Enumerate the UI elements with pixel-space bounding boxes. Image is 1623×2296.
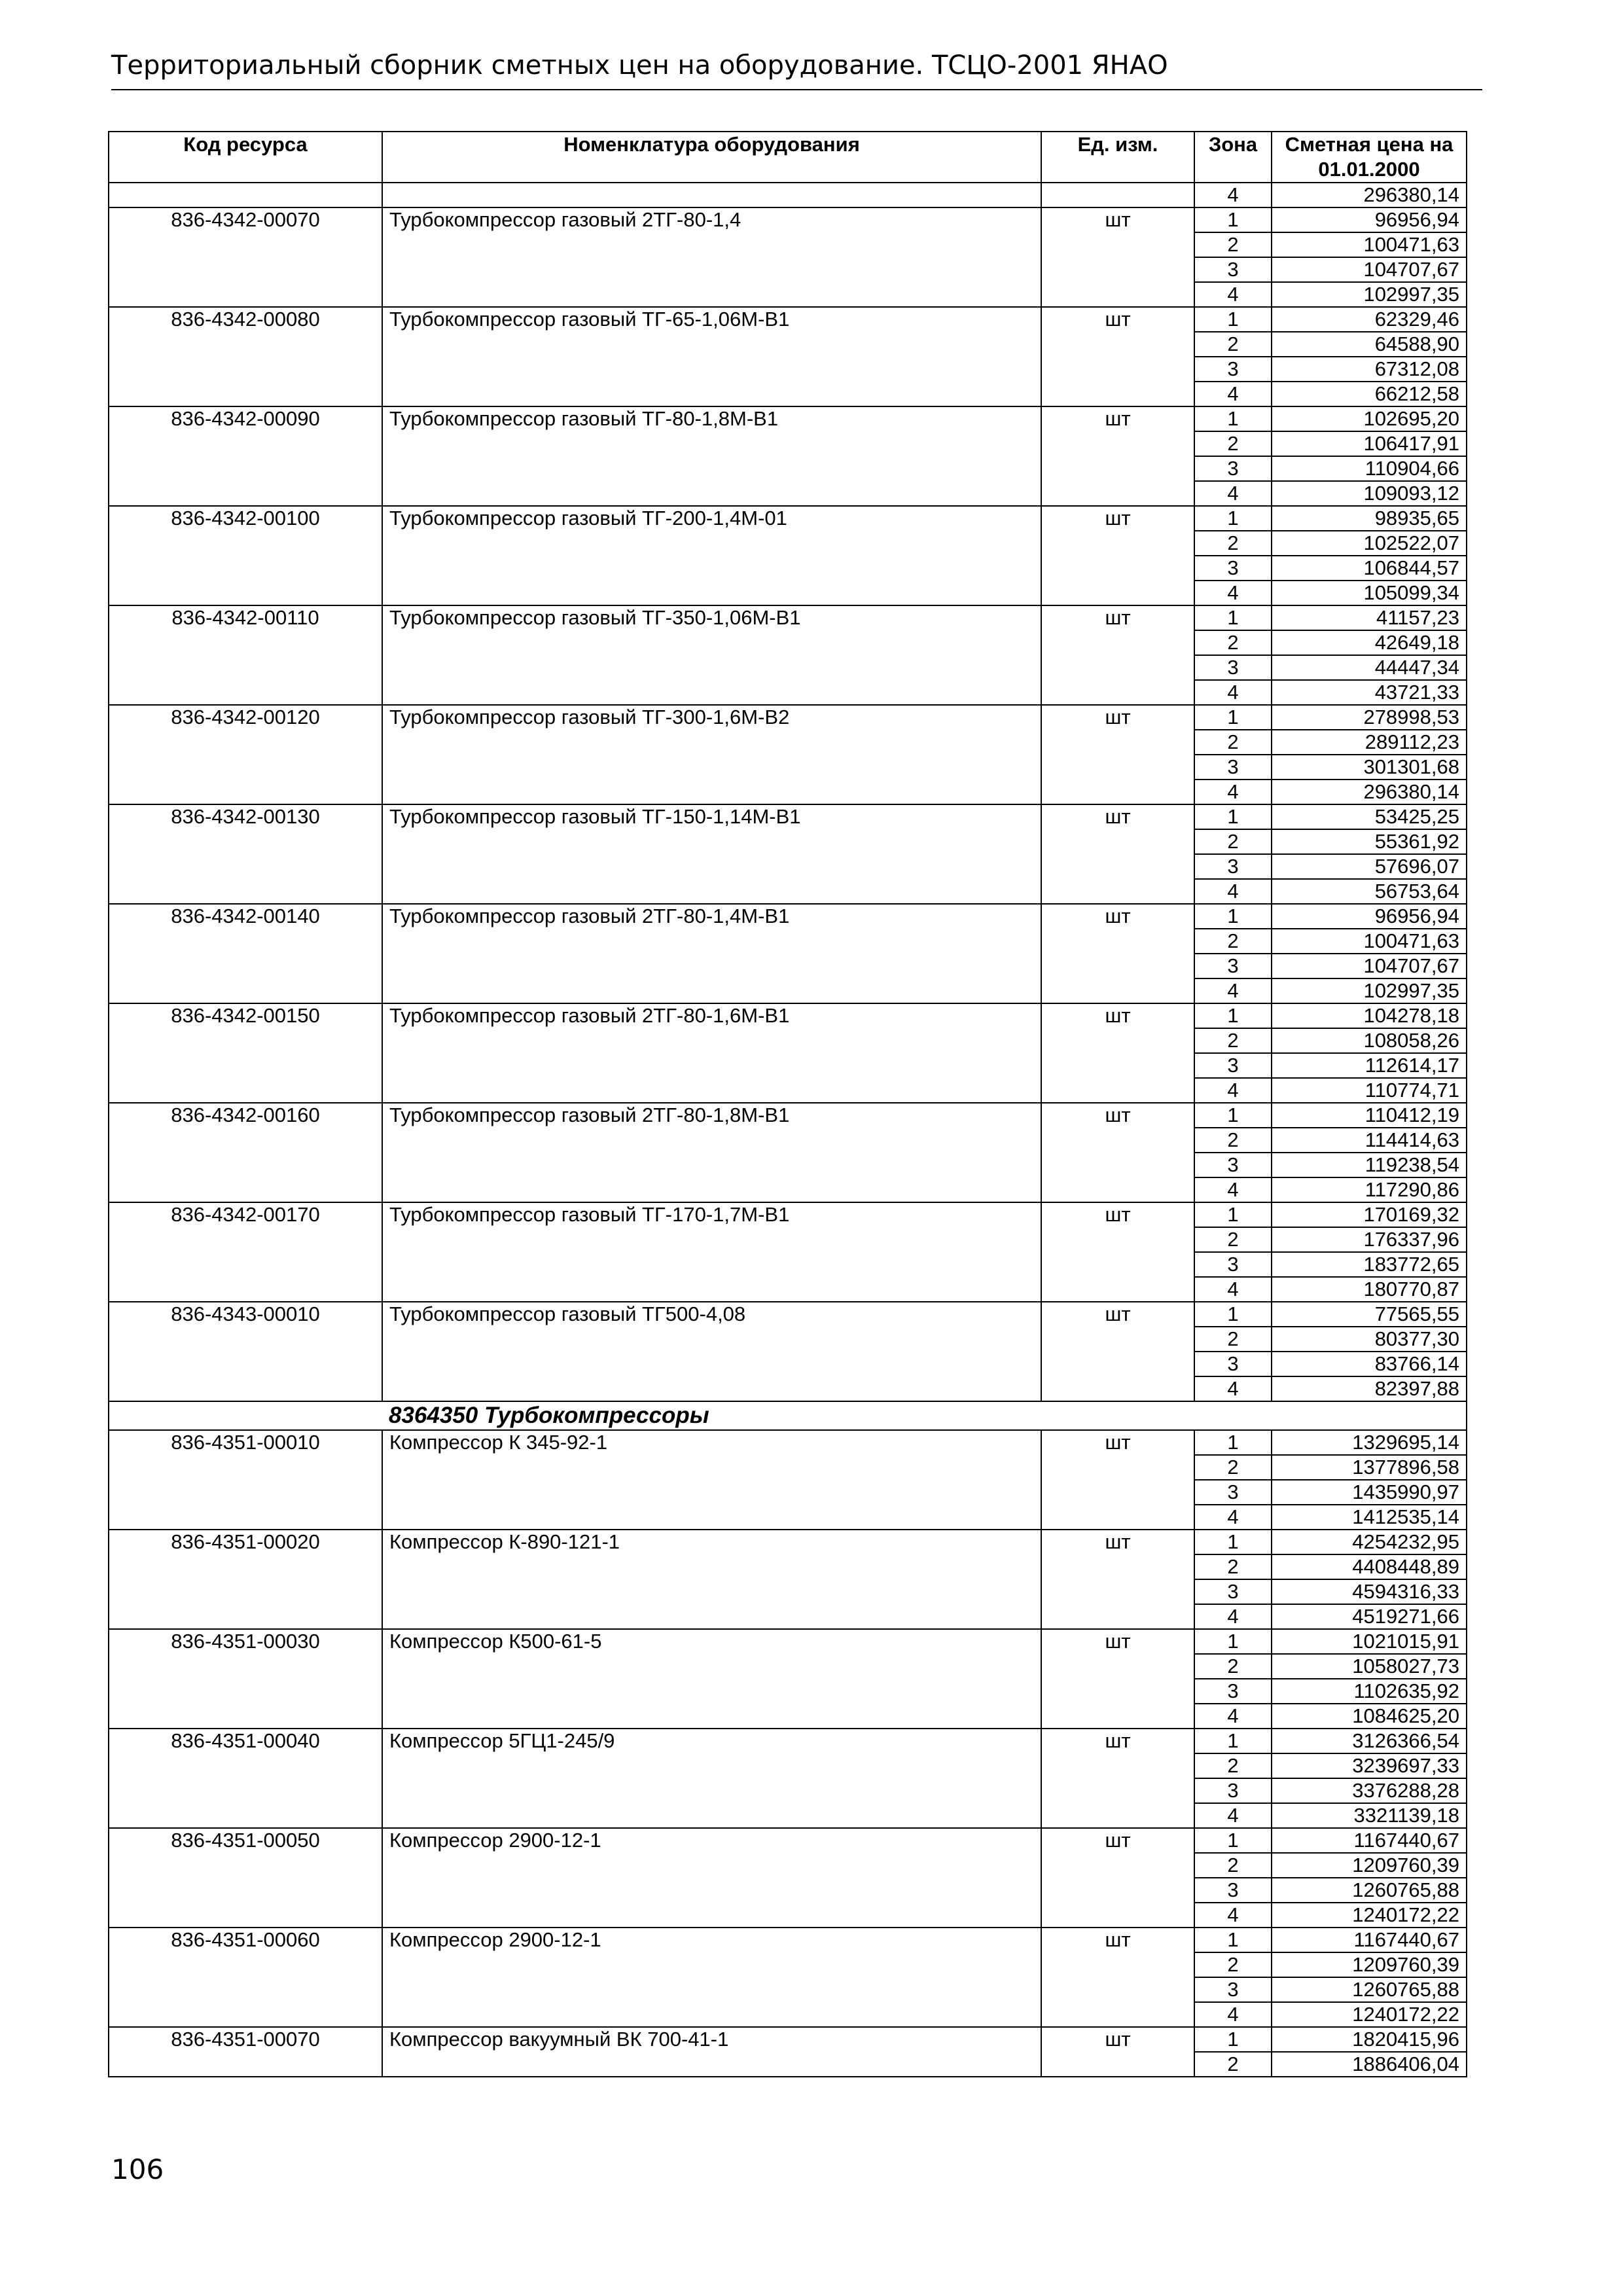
price-cell: 64588,90 xyxy=(1272,332,1467,357)
zone-cell: 2 xyxy=(1194,531,1272,556)
price-cell: 114414,63 xyxy=(1272,1128,1467,1153)
zone-cell: 2 xyxy=(1194,730,1272,755)
table-row xyxy=(109,183,1467,207)
price-cell: 4519271,66 xyxy=(1272,1604,1467,1629)
price-cell: 102695,20 xyxy=(1272,406,1467,431)
table-row xyxy=(109,307,1467,332)
price-cell: 1412535,14 xyxy=(1272,1505,1467,1530)
zone-cell: 2 xyxy=(1194,1455,1272,1480)
zone-cell: 1 xyxy=(1194,605,1272,630)
zone-cell: 1 xyxy=(1194,705,1272,730)
equipment-name xyxy=(382,183,1041,207)
price-cell: 1167440,67 xyxy=(1272,1828,1467,1853)
zone-cell: 2 xyxy=(1194,431,1272,456)
resource-code: 836-4351-00010 xyxy=(109,1430,382,1530)
equipment-name: Компрессор К 345-92-1 xyxy=(382,1430,1041,1530)
price-cell: 170169,32 xyxy=(1272,1202,1467,1227)
zone-cell: 3 xyxy=(1194,954,1272,978)
resource-code: 836-4342-00110 xyxy=(109,605,382,705)
table-header xyxy=(109,132,1467,183)
price-cell: 77565,55 xyxy=(1272,1302,1467,1327)
zone-cell: 3 xyxy=(1194,1977,1272,2002)
table-row xyxy=(109,406,1467,431)
price-cell: 278998,53 xyxy=(1272,705,1467,730)
price-cell: 176337,96 xyxy=(1272,1227,1467,1252)
equipment-name: Турбокомпрессор газовый ТГ-170-1,7М-В1 xyxy=(382,1202,1041,1302)
zone-cell: 2 xyxy=(1194,1227,1272,1252)
zone-cell: 2 xyxy=(1194,332,1272,357)
unit-of-measure: шт xyxy=(1041,307,1194,406)
unit-of-measure: шт xyxy=(1041,1103,1194,1202)
page-header xyxy=(111,47,1482,90)
equipment-name: Компрессор 2900-12-1 xyxy=(382,1928,1041,2027)
zone-cell: 3 xyxy=(1194,1579,1272,1604)
unit-of-measure: шт xyxy=(1041,605,1194,705)
zone-cell: 3 xyxy=(1194,1480,1272,1505)
zone-cell: 3 xyxy=(1194,357,1272,382)
table-row xyxy=(109,1828,1467,1853)
unit-of-measure: шт xyxy=(1041,1302,1194,1401)
price-cell: 1102635,92 xyxy=(1272,1679,1467,1704)
zone-cell: 2 xyxy=(1194,1128,1272,1153)
equipment-name: Турбокомпрессор газовый 2ТГ-80-1,6М-В1 xyxy=(382,1003,1041,1103)
zone-cell: 2 xyxy=(1194,1327,1272,1352)
zone-cell: 4 xyxy=(1194,1277,1272,1302)
price-cell: 56753,64 xyxy=(1272,879,1467,904)
zone-cell: 1 xyxy=(1194,307,1272,332)
table-row xyxy=(109,1003,1467,1028)
resource-code: 836-4351-00020 xyxy=(109,1530,382,1629)
price-cell: 105099,34 xyxy=(1272,581,1467,605)
price-cell: 53425,25 xyxy=(1272,804,1467,829)
resource-code: 836-4342-00160 xyxy=(109,1103,382,1202)
zone-cell: 2 xyxy=(1194,232,1272,257)
price-cell: 110412,19 xyxy=(1272,1103,1467,1128)
zone-cell: 4 xyxy=(1194,282,1272,307)
price-cell: 104707,67 xyxy=(1272,257,1467,282)
section-spacer xyxy=(109,1401,382,1430)
zone-cell: 4 xyxy=(1194,680,1272,705)
unit-of-measure: шт xyxy=(1041,1202,1194,1302)
zone-cell: 4 xyxy=(1194,978,1272,1003)
table-row xyxy=(109,1202,1467,1227)
price-cell: 110774,71 xyxy=(1272,1078,1467,1103)
table-row xyxy=(109,1629,1467,1654)
table-row xyxy=(109,1302,1467,1327)
unit-of-measure: шт xyxy=(1041,1003,1194,1103)
resource-code: 836-4342-00170 xyxy=(109,1202,382,1302)
zone-cell: 4 xyxy=(1194,1505,1272,1530)
equipment-name: Компрессор К500-61-5 xyxy=(382,1629,1041,1729)
unit-of-measure: шт xyxy=(1041,804,1194,904)
resource-code: 836-4351-00040 xyxy=(109,1729,382,1828)
price-cell: 100471,63 xyxy=(1272,929,1467,954)
price-cell: 3321139,18 xyxy=(1272,1803,1467,1828)
unit-of-measure: шт xyxy=(1041,705,1194,804)
price-cell: 1240172,22 xyxy=(1272,1903,1467,1928)
price-cell: 109093,12 xyxy=(1272,481,1467,506)
zone-cell: 4 xyxy=(1194,1376,1272,1401)
price-cell: 108058,26 xyxy=(1272,1028,1467,1053)
table-row xyxy=(109,1530,1467,1554)
price-cell: 301301,68 xyxy=(1272,755,1467,780)
zone-cell: 1 xyxy=(1194,904,1272,929)
price-cell: 100471,63 xyxy=(1272,232,1467,257)
zone-cell: 1 xyxy=(1194,1828,1272,1853)
zone-cell: 3 xyxy=(1194,1053,1272,1078)
zone-cell: 1 xyxy=(1194,804,1272,829)
table-row xyxy=(109,1928,1467,1952)
equipment-name: Компрессор 5ГЦ1-245/9 xyxy=(382,1729,1041,1828)
price-cell: 1820415,96 xyxy=(1272,2027,1467,2052)
unit-of-measure: шт xyxy=(1041,506,1194,605)
equipment-name: Компрессор вакуумный ВК 700-41-1 xyxy=(382,2027,1041,2077)
zone-cell: 4 xyxy=(1194,780,1272,804)
price-cell: 4254232,95 xyxy=(1272,1530,1467,1554)
zone-cell: 1 xyxy=(1194,1430,1272,1455)
zone-cell: 1 xyxy=(1194,1003,1272,1028)
zone-cell: 4 xyxy=(1194,1177,1272,1202)
unit-of-measure: шт xyxy=(1041,207,1194,307)
price-cell: 42649,18 xyxy=(1272,630,1467,655)
equipment-name: Турбокомпрессор газовый ТГ500-4,08 xyxy=(382,1302,1041,1401)
price-cell: 106417,91 xyxy=(1272,431,1467,456)
price-cell: 1209760,39 xyxy=(1272,1853,1467,1878)
resource-code: 836-4342-00120 xyxy=(109,705,382,804)
zone-cell: 1 xyxy=(1194,1928,1272,1952)
page-number: 106 xyxy=(111,2153,164,2185)
zone-cell: 4 xyxy=(1194,382,1272,406)
zone-cell: 1 xyxy=(1194,1629,1272,1654)
price-cell: 4594316,33 xyxy=(1272,1579,1467,1604)
column-header-zone: Зона xyxy=(1194,132,1272,183)
zone-cell: 4 xyxy=(1194,481,1272,506)
zone-cell: 2 xyxy=(1194,1028,1272,1053)
zone-cell: 1 xyxy=(1194,506,1272,531)
price-cell: 3126366,54 xyxy=(1272,1729,1467,1753)
price-cell: 102997,35 xyxy=(1272,282,1467,307)
price-cell: 117290,86 xyxy=(1272,1177,1467,1202)
price-cell: 55361,92 xyxy=(1272,829,1467,854)
equipment-name: Турбокомпрессор газовый 2ТГ-80-1,4 xyxy=(382,207,1041,307)
zone-cell: 3 xyxy=(1194,755,1272,780)
zone-cell: 3 xyxy=(1194,1252,1272,1277)
price-cell: 43721,33 xyxy=(1272,680,1467,705)
table-row xyxy=(109,1430,1467,1455)
zone-cell: 2 xyxy=(1194,1853,1272,1878)
table-row xyxy=(109,705,1467,730)
zone-cell: 4 xyxy=(1194,1903,1272,1928)
zone-cell: 2 xyxy=(1194,1753,1272,1778)
price-cell: 41157,23 xyxy=(1272,605,1467,630)
zone-cell: 1 xyxy=(1194,1202,1272,1227)
document-title: Территориальный сборник сметных цен на оборудование. ТСЦО-2001 ЯНАО xyxy=(111,50,1168,81)
equipment-name: Турбокомпрессор газовый 2ТГ-80-1,8М-В1 xyxy=(382,1103,1041,1202)
table-row xyxy=(109,1103,1467,1128)
equipment-name: Турбокомпрессор газовый 2ТГ-80-1,4М-В1 xyxy=(382,904,1041,1003)
price-cell: 1021015,91 xyxy=(1272,1629,1467,1654)
unit-of-measure xyxy=(1041,183,1194,207)
price-cell: 180770,87 xyxy=(1272,1277,1467,1302)
resource-code: 836-4351-00050 xyxy=(109,1828,382,1928)
zone-cell: 1 xyxy=(1194,1103,1272,1128)
price-cell: 296380,14 xyxy=(1272,780,1467,804)
price-cell: 112614,17 xyxy=(1272,1053,1467,1078)
price-cell: 1058027,73 xyxy=(1272,1654,1467,1679)
resource-code: 836-4342-00090 xyxy=(109,406,382,506)
resource-code xyxy=(109,183,382,207)
resource-code: 836-4342-00150 xyxy=(109,1003,382,1103)
resource-code: 836-4351-00030 xyxy=(109,1629,382,1729)
price-cell: 96956,94 xyxy=(1272,207,1467,232)
zone-cell: 3 xyxy=(1194,1778,1272,1803)
zone-cell: 1 xyxy=(1194,1729,1272,1753)
price-cell: 104707,67 xyxy=(1272,954,1467,978)
zone-cell: 4 xyxy=(1194,581,1272,605)
zone-cell: 3 xyxy=(1194,257,1272,282)
column-header-price: Сметная цена на 01.01.2000 xyxy=(1272,132,1467,183)
price-cell: 1260765,88 xyxy=(1272,1977,1467,2002)
table-row xyxy=(109,207,1467,232)
column-header-code: Код ресурса xyxy=(109,132,382,183)
price-cell: 3376288,28 xyxy=(1272,1778,1467,1803)
section-title: 8364350 Турбокомпрессоры xyxy=(382,1401,1467,1430)
equipment-name: Турбокомпрессор газовый ТГ-80-1,8М-В1 xyxy=(382,406,1041,506)
price-cell: 1209760,39 xyxy=(1272,1952,1467,1977)
zone-cell: 4 xyxy=(1194,2002,1272,2027)
unit-of-measure: шт xyxy=(1041,1530,1194,1629)
zone-cell: 1 xyxy=(1194,1302,1272,1327)
price-cell: 1377896,58 xyxy=(1272,1455,1467,1480)
unit-of-measure: шт xyxy=(1041,1928,1194,2027)
zone-cell: 3 xyxy=(1194,1153,1272,1177)
price-cell: 44447,34 xyxy=(1272,655,1467,680)
section-row xyxy=(109,1401,1467,1430)
zone-cell: 4 xyxy=(1194,1078,1272,1103)
resource-code: 836-4343-00010 xyxy=(109,1302,382,1401)
zone-cell: 1 xyxy=(1194,1530,1272,1554)
table-row xyxy=(109,1729,1467,1753)
zone-cell: 4 xyxy=(1194,1803,1272,1828)
zone-cell: 3 xyxy=(1194,1352,1272,1376)
price-cell: 106844,57 xyxy=(1272,556,1467,581)
price-cell: 1329695,14 xyxy=(1272,1430,1467,1455)
equipment-name: Компрессор 2900-12-1 xyxy=(382,1828,1041,1928)
price-cell: 110904,66 xyxy=(1272,456,1467,481)
zone-cell: 1 xyxy=(1194,406,1272,431)
price-cell: 57696,07 xyxy=(1272,854,1467,879)
price-cell: 66212,58 xyxy=(1272,382,1467,406)
price-cell: 289112,23 xyxy=(1272,730,1467,755)
resource-code: 836-4351-00070 xyxy=(109,2027,382,2077)
zone-cell: 3 xyxy=(1194,556,1272,581)
price-cell: 119238,54 xyxy=(1272,1153,1467,1177)
zone-cell: 4 xyxy=(1194,1604,1272,1629)
equipment-name: Турбокомпрессор газовый ТГ-150-1,14М-В1 xyxy=(382,804,1041,904)
zone-cell: 2 xyxy=(1194,929,1272,954)
zone-cell: 3 xyxy=(1194,854,1272,879)
resource-code: 836-4342-00070 xyxy=(109,207,382,307)
price-cell: 4408448,89 xyxy=(1272,1554,1467,1579)
price-cell: 96956,94 xyxy=(1272,904,1467,929)
equipment-name: Турбокомпрессор газовый ТГ-65-1,06М-В1 xyxy=(382,307,1041,406)
price-cell: 62329,46 xyxy=(1272,307,1467,332)
column-header-name: Номенклатура оборудования xyxy=(382,132,1041,183)
unit-of-measure: шт xyxy=(1041,1729,1194,1828)
resource-code: 836-4342-00140 xyxy=(109,904,382,1003)
price-cell: 67312,08 xyxy=(1272,357,1467,382)
zone-cell: 2 xyxy=(1194,1654,1272,1679)
zone-cell: 4 xyxy=(1194,879,1272,904)
table-body xyxy=(109,183,1467,2077)
equipment-name: Компрессор К-890-121-1 xyxy=(382,1530,1041,1629)
price-cell: 104278,18 xyxy=(1272,1003,1467,1028)
price-cell: 1084625,20 xyxy=(1272,1704,1467,1729)
price-cell: 83766,14 xyxy=(1272,1352,1467,1376)
zone-cell: 4 xyxy=(1194,183,1272,207)
zone-cell: 2 xyxy=(1194,2052,1272,2077)
unit-of-measure: шт xyxy=(1041,406,1194,506)
zone-cell: 4 xyxy=(1194,1704,1272,1729)
zone-cell: 3 xyxy=(1194,1679,1272,1704)
zone-cell: 1 xyxy=(1194,207,1272,232)
table-row xyxy=(109,904,1467,929)
zone-cell: 3 xyxy=(1194,1878,1272,1903)
unit-of-measure: шт xyxy=(1041,1629,1194,1729)
price-cell: 102997,35 xyxy=(1272,978,1467,1003)
price-cell: 1886406,04 xyxy=(1272,2052,1467,2077)
zone-cell: 1 xyxy=(1194,2027,1272,2052)
zone-cell: 2 xyxy=(1194,1554,1272,1579)
table-row xyxy=(109,506,1467,531)
unit-of-measure: шт xyxy=(1041,1828,1194,1928)
table-row xyxy=(109,2027,1467,2052)
price-table xyxy=(108,131,1467,2077)
price-cell: 1240172,22 xyxy=(1272,2002,1467,2027)
price-cell: 80377,30 xyxy=(1272,1327,1467,1352)
resource-code: 836-4351-00060 xyxy=(109,1928,382,2027)
table-row xyxy=(109,605,1467,630)
resource-code: 836-4342-00080 xyxy=(109,307,382,406)
zone-cell: 2 xyxy=(1194,1952,1272,1977)
resource-code: 836-4342-00130 xyxy=(109,804,382,904)
equipment-name: Турбокомпрессор газовый ТГ-350-1,06М-В1 xyxy=(382,605,1041,705)
equipment-name: Турбокомпрессор газовый ТГ-300-1,6М-В2 xyxy=(382,705,1041,804)
price-cell: 1260765,88 xyxy=(1272,1878,1467,1903)
price-cell: 98935,65 xyxy=(1272,506,1467,531)
equipment-name: Турбокомпрессор газовый ТГ-200-1,4М-01 xyxy=(382,506,1041,605)
column-header-unit: Ед. изм. xyxy=(1041,132,1194,183)
price-cell: 1435990,97 xyxy=(1272,1480,1467,1505)
zone-cell: 3 xyxy=(1194,655,1272,680)
price-cell: 183772,65 xyxy=(1272,1252,1467,1277)
zone-cell: 2 xyxy=(1194,829,1272,854)
price-cell: 3239697,33 xyxy=(1272,1753,1467,1778)
zone-cell: 3 xyxy=(1194,456,1272,481)
price-cell: 82397,88 xyxy=(1272,1376,1467,1401)
zone-cell: 2 xyxy=(1194,630,1272,655)
unit-of-measure: шт xyxy=(1041,1430,1194,1530)
price-cell: 296380,14 xyxy=(1272,183,1467,207)
price-cell: 1167440,67 xyxy=(1272,1928,1467,1952)
table-row xyxy=(109,804,1467,829)
unit-of-measure: шт xyxy=(1041,904,1194,1003)
resource-code: 836-4342-00100 xyxy=(109,506,382,605)
unit-of-measure: шт xyxy=(1041,2027,1194,2077)
price-cell: 102522,07 xyxy=(1272,531,1467,556)
